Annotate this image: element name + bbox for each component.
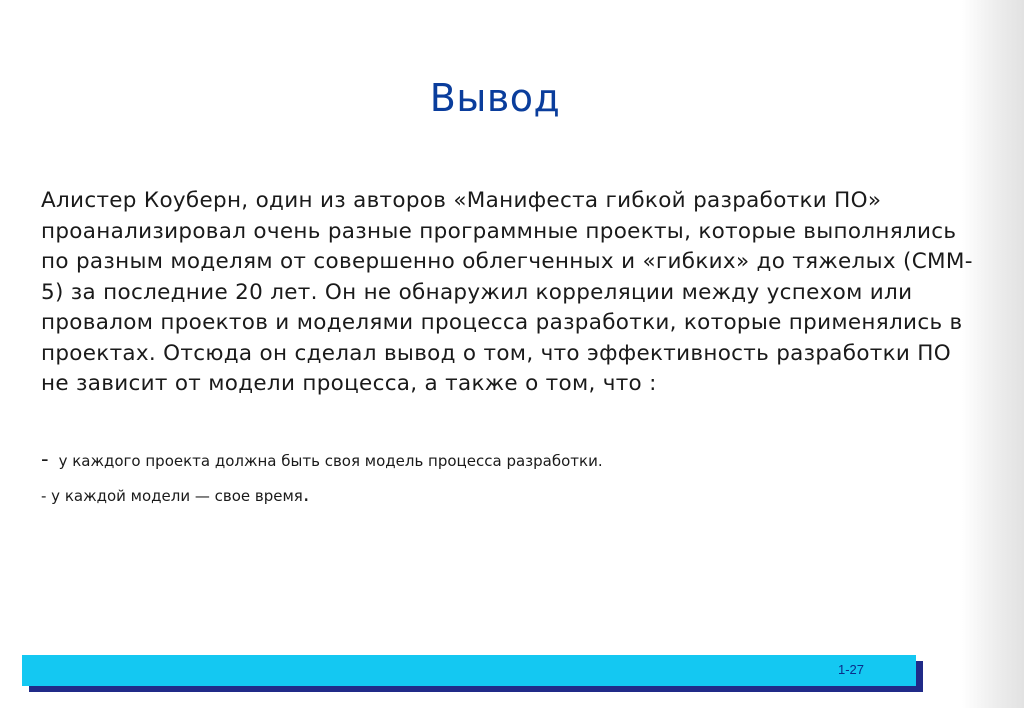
bullet-item-1 bbox=[41, 447, 603, 471]
bullet-end-mark: . bbox=[302, 482, 310, 506]
slide-body-text: Алистер Коуберн, один из авторов «Манифеста гибкой разработки ПО» проанализировал очень разные программные проекты, которые выполнялись по разным моделям от совершенно облегченных и «гибких» до тяжелых (CMM-5) за последние 20 лет. Он не обнаружил корреляции между успехом или провалом проектов и моделями процесса разработки, которые применялись в проектах. Отсюда он сделал вывод о том, что эффективность разработки ПО не зависит от модели процесса, а также о том, что : bbox=[41, 188, 973, 396]
bullet-text: у каждого проекта должна быть своя модель процесса разработки. bbox=[58, 452, 603, 470]
bullet-text: - у каждой модели — свое время bbox=[41, 487, 303, 505]
bullet-item-2 bbox=[41, 482, 310, 506]
footer-bar bbox=[22, 655, 916, 686]
bullet-marker: - bbox=[41, 447, 49, 471]
page-number: 1-27 bbox=[837, 662, 864, 677]
slide-title: Вывод bbox=[429, 76, 561, 120]
